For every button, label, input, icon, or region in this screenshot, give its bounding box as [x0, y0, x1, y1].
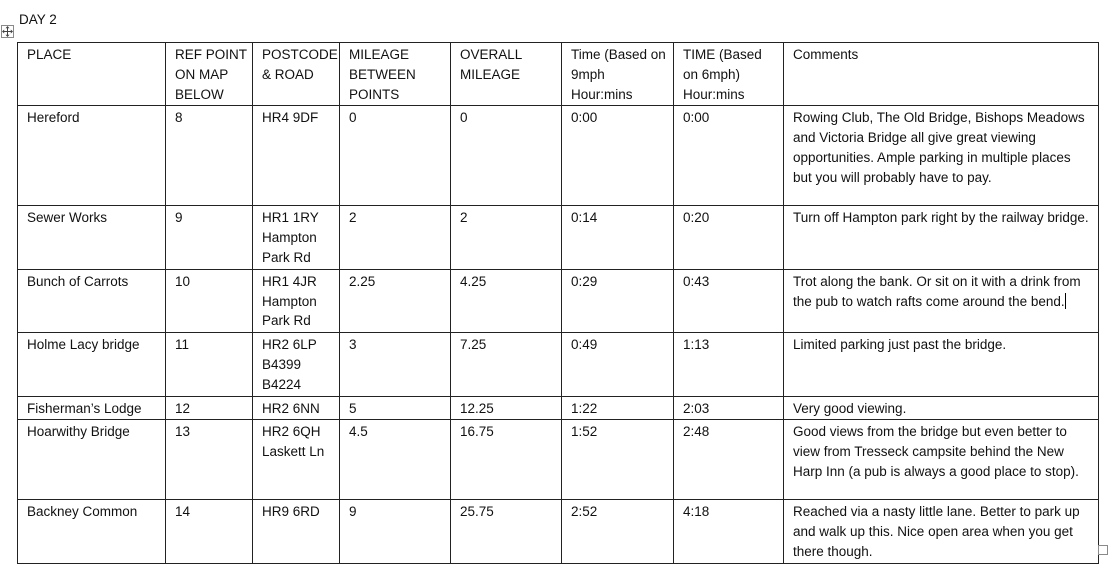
- cell-place[interactable]: Fisherman’s Lodge: [18, 396, 166, 420]
- cell-overall-mileage[interactable]: 12.25: [451, 396, 562, 420]
- cell-time-6mph[interactable]: 0:43: [674, 269, 784, 332]
- cell-ref-point[interactable]: 13: [166, 420, 253, 500]
- text-cursor: [1065, 293, 1066, 309]
- table-row: [18, 396, 1099, 420]
- cell-postcode[interactable]: HR1 4JR Hampton Park Rd: [253, 269, 340, 332]
- cell-time-9mph[interactable]: 0:49: [562, 333, 674, 396]
- table-row: [18, 206, 1099, 269]
- cell-comments[interactable]: Very good viewing.: [784, 396, 1099, 420]
- cell-comments[interactable]: Good views from the bridge but even better to view from Tresseck campsite behind the New Harp Inn (a pub is always a good place to stop).: [784, 420, 1099, 500]
- table-row: [18, 420, 1099, 500]
- cell-ref-point[interactable]: 10: [166, 269, 253, 332]
- cell-comments[interactable]: Rowing Club, The Old Bridge, Bishops Meadows and Victoria Bridge all give great viewing opportunities. Ample parking in multiple places but you will probably have to pay.: [784, 106, 1099, 206]
- cell-time-9mph[interactable]: 1:22: [562, 396, 674, 420]
- cell-comments[interactable]: Turn off Hampton park right by the railway bridge.: [784, 206, 1099, 269]
- cell-time-9mph[interactable]: 1:52: [562, 420, 674, 500]
- cell-comments[interactable]: Limited parking just past the bridge.: [784, 333, 1099, 396]
- table-row: [18, 269, 1099, 332]
- cell-comments[interactable]: Reached via a nasty little lane. Better to park up and walk up this. Nice open area when you get there though.: [784, 500, 1099, 563]
- table-row: [18, 333, 1099, 396]
- route-table: [17, 42, 1099, 564]
- cell-time-6mph[interactable]: 2:48: [674, 420, 784, 500]
- header-mileage-between[interactable]: MILEAGE BETWEEN POINTS: [340, 43, 451, 106]
- cell-place[interactable]: Holme Lacy bridge: [18, 333, 166, 396]
- cell-place[interactable]: Hereford: [18, 106, 166, 206]
- header-comments[interactable]: Comments: [784, 43, 1099, 106]
- cell-time-6mph[interactable]: 1:13: [674, 333, 784, 396]
- header-time-9mph[interactable]: Time (Based on 9mph Hour:mins: [562, 43, 674, 106]
- cell-time-6mph[interactable]: 4:18: [674, 500, 784, 563]
- cell-postcode[interactable]: HR9 6RD: [253, 500, 340, 563]
- cell-time-9mph[interactable]: 0:14: [562, 206, 674, 269]
- cell-ref-point[interactable]: 11: [166, 333, 253, 396]
- cell-overall-mileage[interactable]: 16.75: [451, 420, 562, 500]
- table-move-handle-icon[interactable]: [1, 25, 14, 38]
- cell-ref-point[interactable]: 9: [166, 206, 253, 269]
- header-overall-mileage[interactable]: OVERALL MILEAGE: [451, 43, 562, 106]
- header-ref-point[interactable]: REF POINT ON MAP BELOW: [166, 43, 253, 106]
- cell-mileage-between[interactable]: 5: [340, 396, 451, 420]
- cell-overall-mileage[interactable]: 7.25: [451, 333, 562, 396]
- cell-place[interactable]: Hoarwithy Bridge: [18, 420, 166, 500]
- cell-mileage-between[interactable]: 2.25: [340, 269, 451, 332]
- cell-time-9mph[interactable]: 0:00: [562, 106, 674, 206]
- table-resize-handle[interactable]: [1098, 545, 1108, 555]
- document-heading: DAY 2: [19, 12, 57, 27]
- cell-postcode[interactable]: HR2 6QH Laskett Ln: [253, 420, 340, 500]
- header-postcode[interactable]: POSTCODE & ROAD: [253, 43, 340, 106]
- header-row: [18, 43, 1099, 106]
- cell-postcode[interactable]: HR1 1RY Hampton Park Rd: [253, 206, 340, 269]
- cell-comments[interactable]: [784, 269, 1099, 332]
- cell-mileage-between[interactable]: 0: [340, 106, 451, 206]
- cell-time-6mph[interactable]: 2:03: [674, 396, 784, 420]
- cell-mileage-between[interactable]: 4.5: [340, 420, 451, 500]
- cell-postcode[interactable]: HR2 6LP B4399 B4224: [253, 333, 340, 396]
- cell-time-6mph[interactable]: 0:20: [674, 206, 784, 269]
- table-row: [18, 500, 1099, 563]
- cell-overall-mileage[interactable]: 0: [451, 106, 562, 206]
- comment-text: Trot along the bank. Or sit on it with a drink from the pub to watch rafts come around the bend.: [793, 273, 1081, 309]
- cell-place[interactable]: Bunch of Carrots: [18, 269, 166, 332]
- cell-postcode[interactable]: HR2 6NN: [253, 396, 340, 420]
- cell-time-9mph[interactable]: 2:52: [562, 500, 674, 563]
- cell-place[interactable]: Sewer Works: [18, 206, 166, 269]
- cell-overall-mileage[interactable]: 2: [451, 206, 562, 269]
- cell-mileage-between[interactable]: 3: [340, 333, 451, 396]
- cell-ref-point[interactable]: 8: [166, 106, 253, 206]
- cell-ref-point[interactable]: 12: [166, 396, 253, 420]
- cell-time-9mph[interactable]: 0:29: [562, 269, 674, 332]
- cell-overall-mileage[interactable]: 4.25: [451, 269, 562, 332]
- cell-time-6mph[interactable]: 0:00: [674, 106, 784, 206]
- cell-overall-mileage[interactable]: 25.75: [451, 500, 562, 563]
- table-row: [18, 106, 1099, 206]
- cell-postcode[interactable]: HR4 9DF: [253, 106, 340, 206]
- header-time-6mph[interactable]: TIME (Based on 6mph) Hour:mins: [674, 43, 784, 106]
- header-place[interactable]: PLACE: [18, 43, 166, 106]
- cell-ref-point[interactable]: 14: [166, 500, 253, 563]
- cell-place[interactable]: Backney Common: [18, 500, 166, 563]
- cell-mileage-between[interactable]: 2: [340, 206, 451, 269]
- cell-mileage-between[interactable]: 9: [340, 500, 451, 563]
